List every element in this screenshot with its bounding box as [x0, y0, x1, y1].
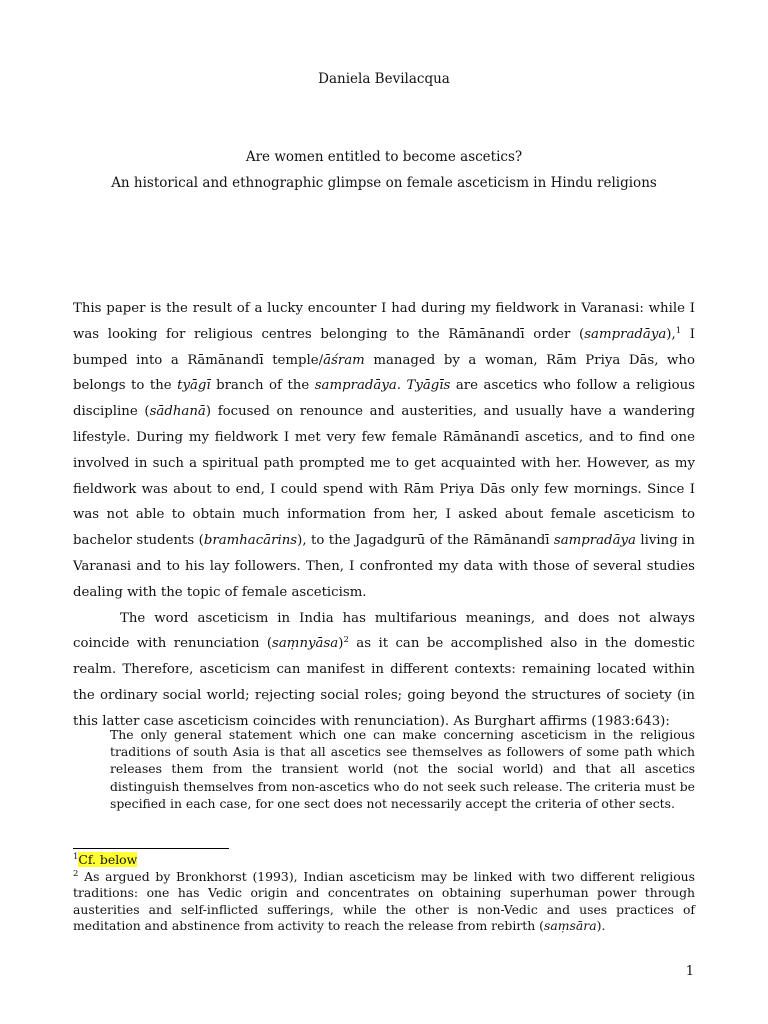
footnote-1-text: Cf. below: [78, 852, 138, 867]
footnote-number-2: 2: [73, 868, 79, 879]
paragraph-1: This paper is the result of a lucky encounter I had during my fieldwork in Varanasi: while I was looking for religious centres belonging to the Rāmānandī order (sampradāya),$^1$ I bumped into a Rāmānandī temple/āśram managed by a woman, Rām Priya Dās, who belongs to the tyāgī branch of the sampradāya. Tyāgīs are ascetics who follow a religious discipline (sādhanā) focused on renounce and austerities, and usually have a wandering lifestyle. During my fieldwork I met very few female Rāmānandī ascetics, and to find one involved in such a spiritual path prompted me to get acquainted with her. However, as my fieldwork was about to end, I could spend with Rām Priya Dās only few mornings. Since I was not able to obtain much information from her, I asked about female asceticism to bachelor students (bramhacārins), to the Jagadgurū of the Rāmānandī sampradāya living in Varanasi and to his lay followers. Then, I confronted my data with those of several studies dealing with the topic of female asceticism.: [73, 301, 696, 600]
footnote-ref-2[interactable]: 2: [343, 635, 349, 646]
body-text: [73, 296, 695, 735]
paragraph-2: The word asceticism in India has multifarious meanings, and does not always coincide with renunciation (saṃnyāsa)$^2$ as it can be accomplished also in the domestic realm. Therefore, asceticism can manifest in different contexts: remaining located within the ordinary social world; rejecting social roles; going beyond the structures of society (in this latter case asceticism coincides with renunciation). As Burghart affirms (1983:643):: [73, 610, 695, 729]
footnote-ref-1[interactable]: 1: [675, 325, 682, 336]
footnote-1: [73, 852, 695, 869]
block-quote: The only general statement which one can make concerning asceticism in the religious traditions of south Asia is that all ascetics see themselves as followers of some path which releases them from the transient world (not the social world) and that all ascetics distinguish themselves from non-ascetics who do not seek such release. The criteria must be specified in each case, for one sect does not necessarily accept the criteria of other sects.: [110, 727, 695, 811]
author-name: Daniela Bevilacqua: [318, 71, 450, 87]
footnote-2: $^2$ As argued by Bronkhorst (1993), Indian asceticism may be linked with two different religious traditions: one has Vedic origin and concentrates on obtaining superhuman power through austerities and self-inflicted sufferings, while the other is non-Vedic and uses practices of meditation and abstinence from activity to reach the release from rebirth (saṃsāra).: [73, 868, 695, 934]
footnote-number-1: 1: [73, 852, 79, 862]
page-number: 1: [685, 964, 694, 979]
paper-title: Are women entitled to become ascetics?: [245, 149, 523, 165]
paper-subtitle: An historical and ethnographic glimpse on female asceticism in Hindu religions: [111, 175, 657, 191]
footnotes: [73, 852, 695, 935]
footnote-divider: [73, 848, 229, 849]
